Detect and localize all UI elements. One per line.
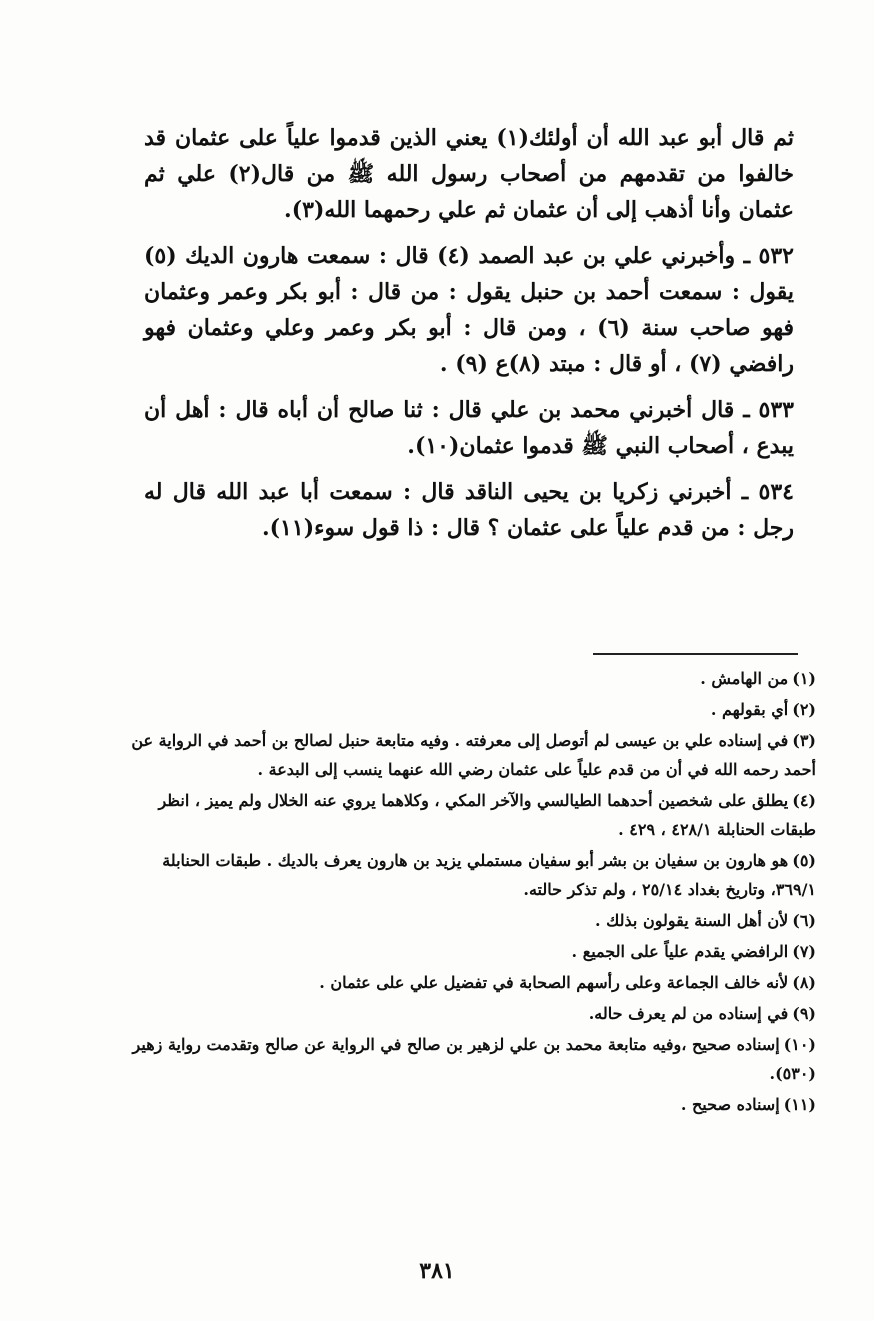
footnote-10 xyxy=(116,1030,816,1088)
footnote-mark: (٨) xyxy=(792,973,816,992)
footnote-mark: (١) xyxy=(792,669,816,688)
footnote-mark: (٥) xyxy=(792,851,816,870)
main-text xyxy=(144,120,794,556)
footnote-1 xyxy=(116,664,816,693)
footnote-2 xyxy=(116,695,816,724)
footnote-mark: (٧) xyxy=(792,942,816,961)
footnote-text: إسناده صحيح . xyxy=(680,1095,780,1114)
footnote-text: هو هارون بن سفيان بن بشر أبو سفيان مستملي يزيد بن هارون يعرف بالديك . طبقات الحنابلة ٣٦٩/١، وتاريخ بغداد ٢٥/١٤ ، ولم تذكر حالته. xyxy=(162,851,816,899)
footnote-7 xyxy=(116,937,816,966)
footnote-mark: (٦) xyxy=(792,911,816,930)
footnote-3 xyxy=(116,726,816,784)
footnote-mark: (١٠) xyxy=(783,1035,816,1054)
footnote-5 xyxy=(116,846,816,904)
footnotes xyxy=(116,664,816,1121)
footnote-6 xyxy=(116,906,816,935)
footnote-9 xyxy=(116,999,816,1028)
footnote-4 xyxy=(116,786,816,844)
footnote-text: أي بقولهم . xyxy=(710,700,789,719)
footnote-divider xyxy=(593,653,798,655)
paragraph-intro: ثم قال أبو عبد الله أن أولئك(١) يعني الذين قدموا علياً على عثمان قد خالفوا من تقدمهم من أصحاب رسول الله ﷺ من قال(٢) علي ثم عثمان وأنا أذهب إلى أن عثمان ثم علي رحمهما الله(٣). xyxy=(144,125,795,223)
footnote-mark: (٣) xyxy=(792,731,816,750)
footnote-text: في إسناده من لم يعرف حاله. xyxy=(588,1004,789,1023)
footnote-mark: (١١) xyxy=(783,1095,816,1114)
footnote-text: يطلق على شخصين أحدهما الطيالسي والآخر المكي ، وكلاهما يروي عنه الخلال ولم يميز ، انظر طبقات الحنابلة ٤٢٨/١ ، ٤٢٩ . xyxy=(158,791,816,839)
footnote-text: من الهامش . xyxy=(700,669,789,688)
footnote-11 xyxy=(116,1090,816,1119)
paragraph-533: ٥٣٣ ـ قال أخبرني محمد بن علي قال : ثنا صالح أن أباه قال : أهل أن يبدع ، أصحاب النبي ﷺ قدموا عثمان(١٠). xyxy=(144,397,794,459)
footnote-mark: (٩) xyxy=(792,1004,816,1023)
footnote-text: إسناده صحيح ،وفيه متابعة محمد بن علي لزهير بن صالح في الرواية عن صالح وتقدمت رواية زهير (٥٣٠). xyxy=(132,1035,816,1083)
footnote-text: لأن أهل السنة يقولون بذلك . xyxy=(595,911,789,930)
footnote-8 xyxy=(116,968,816,997)
footnote-text: الرافضي يقدم علياً على الجميع . xyxy=(571,942,789,961)
paragraph-532: ٥٣٢ ـ وأخبرني علي بن عبد الصمد (٤) قال : سمعت هارون الديك (٥) يقول : سمعت أحمد بن حنبل يقول : من قال : أبو بكر وعمر وعثمان فهو صاحب سنة (٦) ، ومن قال : أبو بكر وعمر وعلي وعثمان فهو رافضي (٧) ، أو قال : مبتد (٨)ع (٩) . xyxy=(144,243,794,377)
footnote-mark: (٤) xyxy=(792,791,816,810)
footnote-text: في إسناده علي بن عيسى لم أتوصل إلى معرفته . وفيه متابعة حنبل لصالح بن أحمد في الرواية عن أحمد رحمه الله في أن من قدم علياً على عثمان رضي الله عنهما ينسب إلى البدعة . xyxy=(131,731,816,779)
page-number: ٣٨١ xyxy=(419,1258,455,1284)
footnote-mark: (٢) xyxy=(792,700,816,719)
footnote-text: لأنه خالف الجماعة وعلى رأسهم الصحابة في تفضيل علي على عثمان . xyxy=(319,973,789,992)
paragraph-534: ٥٣٤ ـ أخبرني زكريا بن يحيى الناقد قال : سمعت أبا عبد الله قال له رجل : من قدم علياً على عثمان ؟ قال : ذا قول سوء(١١). xyxy=(144,479,794,541)
